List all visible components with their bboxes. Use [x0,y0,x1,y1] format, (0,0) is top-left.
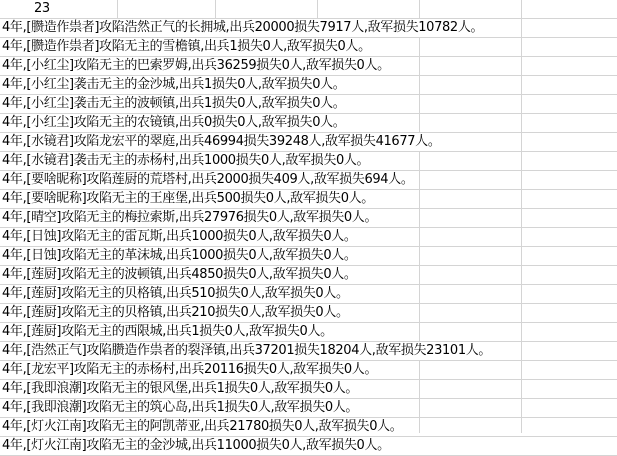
log-entry-cell[interactable]: 4年,[莲厨]攻陷无主的贝格镇,出兵510损失0人,敌军损失0人。 [2,286,349,301]
table-row [0,247,617,266]
log-entry-cell[interactable]: 4年,[日蚀]攻陷无主的雷瓦斯,出兵1000损失0人,敌军损失0人。 [2,229,357,244]
table-row [0,209,617,228]
table-row [0,342,617,361]
table-row [0,285,617,304]
log-entry-cell[interactable]: 4年,[臜造作祟者]攻陷浩然正气的长拥城,出兵20000损失7917人,敌军损失10782人。 [2,20,484,35]
table-row [0,304,617,323]
log-entry-cell[interactable]: 4年,[要啥昵称]攻陷莲厨的荒塔村,出兵2000损失409人,敌军损失694人。 [2,172,414,187]
log-entry-cell[interactable]: 4年,[晴空]攻陷无主的梅拉索斯,出兵27976损失0人,敌军损失0人。 [2,210,378,225]
table-row [0,399,617,418]
log-entry-cell[interactable]: 4年,[浩然正气]攻陷臜造作祟者的裂泽镇,出兵37201损失18204人,敌军损失23101人。 [2,343,492,358]
log-entry-cell[interactable]: 4年,[我即浪潮]攻陷无主的筑心岛,出兵1损失0人,敌军损失0人。 [2,400,359,415]
log-entry-cell[interactable]: 4年,[莲厨]攻陷无主的西限城,出兵1损失0人,敌军损失0人。 [2,324,333,339]
log-entry-cell[interactable]: 4年,[小红尘]攻陷无主的巴索罗姆,出兵36259损失0人,敌军损失0人。 [2,58,390,73]
table-row [0,418,617,437]
table-row [0,190,617,209]
table-row [0,266,617,285]
table-row [0,380,617,399]
log-entry-cell[interactable]: 4年,[灯火江南]攻陷无主的金沙城,出兵11000损失0人,敌军损失0人。 [2,438,390,453]
log-entry-cell[interactable]: 4年,[小红尘]袭击无主的金沙城,出兵1损失0人,敌军损失0人。 [2,77,346,92]
table-row [0,323,617,342]
log-entry-cell[interactable]: 4年,[龙宏平]攻陷无主的赤杨村,出兵20116损失0人,敌军损失0人。 [2,362,378,377]
log-entry-cell[interactable]: 4年,[灯火江南]攻陷无主的阿凯蒂亚,出兵21780损失0人,敌军损失0人。 [2,419,403,434]
log-entry-cell[interactable]: 4年,[日蚀]攻陷无主的革沫城,出兵1000损失0人,敌军损失0人。 [2,248,357,263]
table-row [0,133,617,152]
table-row [0,437,617,456]
table-row [0,114,617,133]
header-cell[interactable]: 23 [34,1,50,16]
header-row [0,0,617,19]
table-row [0,57,617,76]
log-entry-cell[interactable]: 4年,[我即浪潮]攻陷无主的银风堡,出兵1损失0人,敌军损失0人。 [2,381,359,396]
table-row [0,19,617,38]
table-row [0,95,617,114]
log-entry-cell[interactable]: 4年,[水镜君]袭击无主的赤杨村,出兵1000损失0人,敌军损失0人。 [2,153,370,168]
table-row [0,361,617,380]
table-row [0,171,617,190]
table-row [0,228,617,247]
log-entry-cell[interactable]: 4年,[小红尘]袭击无主的波顿镇,出兵1损失0人,敌军损失0人。 [2,96,346,111]
log-entry-cell[interactable]: 4年,[莲厨]攻陷无主的贝格镇,出兵210损失0人,敌军损失0人。 [2,305,349,320]
log-entry-cell[interactable]: 4年,[水镜君]攻陷龙宏平的翠庭,出兵46994损失39248人,敌军损失41677人。 [2,134,441,149]
table-row [0,38,617,57]
table-row [0,152,617,171]
table-row [0,76,617,95]
log-entry-cell[interactable]: 4年,[莲厨]攻陷无主的波顿镇,出兵4850损失0人,敌军损失0人。 [2,267,357,282]
log-entry-cell[interactable]: 4年,[小红尘]攻陷无主的农镜镇,出兵0损失0人,敌军损失0人。 [2,115,346,130]
log-entry-cell[interactable]: 4年,[臜造作祟者]攻陷无主的雪檐镇,出兵1损失0人,敌军损失0人。 [2,39,371,54]
log-entry-cell[interactable]: 4年,[要啥昵称]攻陷无主的王座堡,出兵500损失0人,敌军损失0人。 [2,191,374,206]
